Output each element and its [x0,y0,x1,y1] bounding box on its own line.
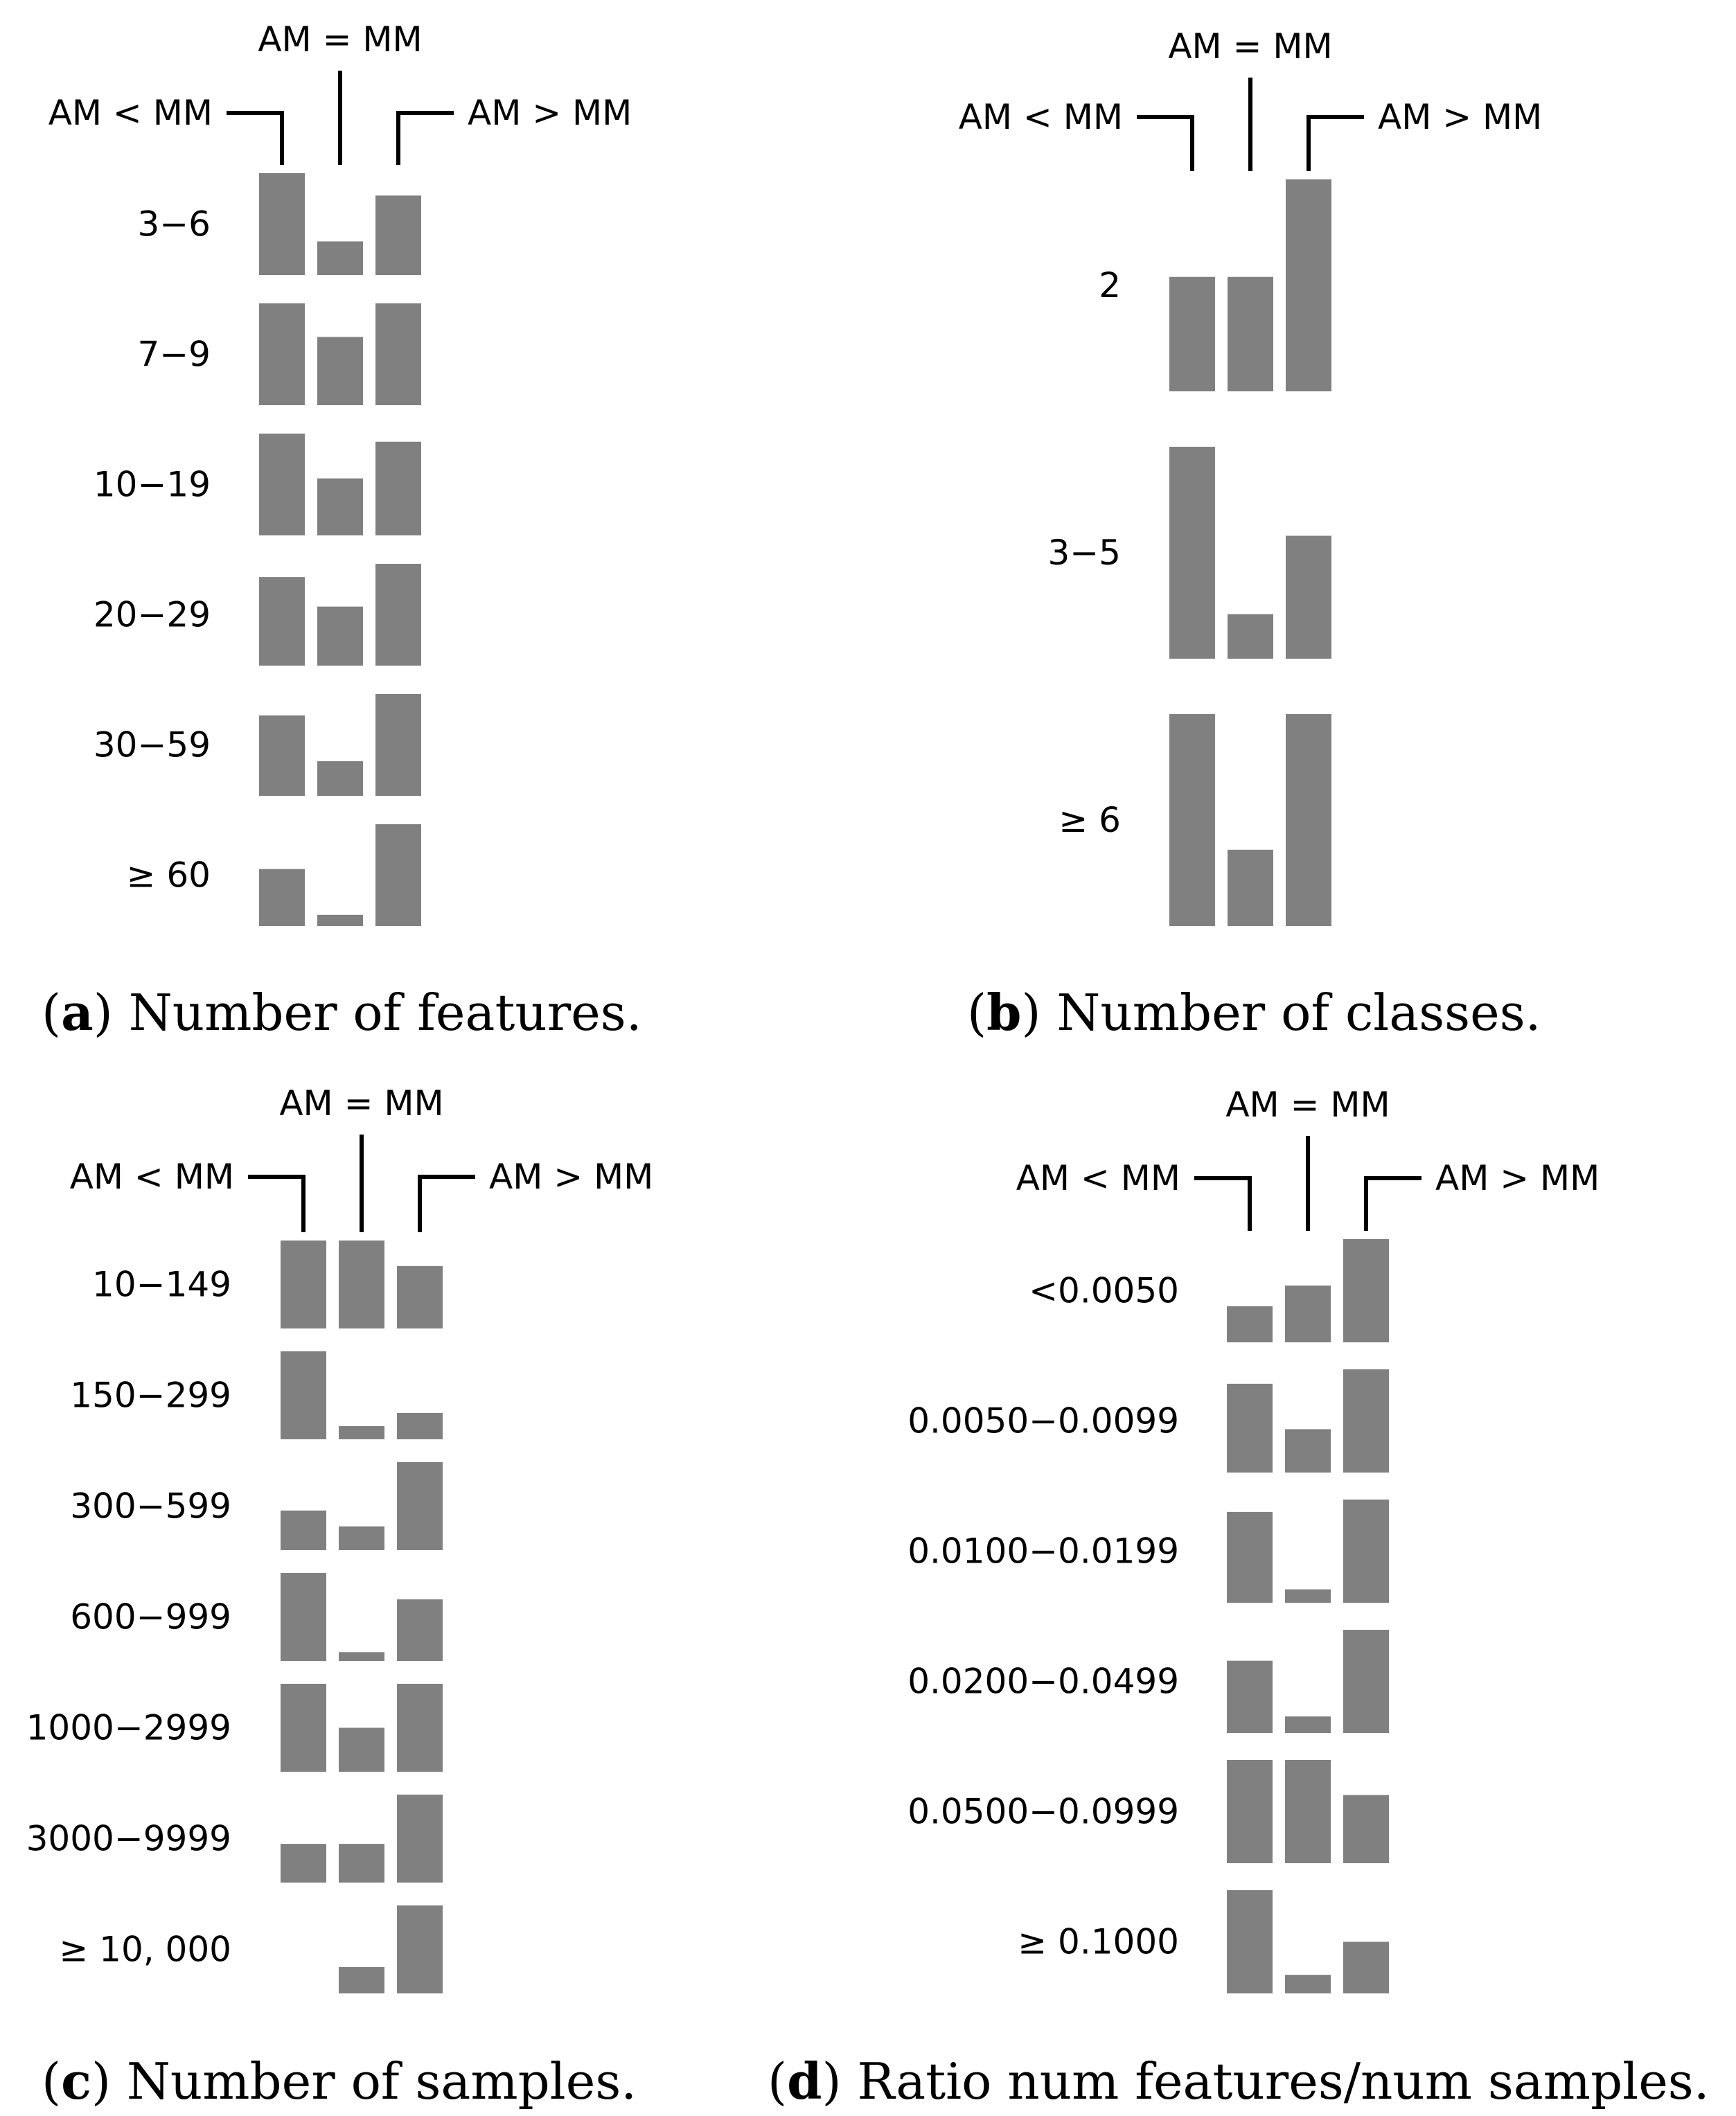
bar [339,1527,384,1550]
category-label: 0.0500−0.0999 [907,1791,1179,1832]
category-label: 600−999 [70,1597,231,1637]
bar [317,479,363,535]
header-am-gt-mm: AM > MM [489,1157,654,1197]
category-group [907,1369,1389,1473]
panel-caption: (c) Number of samples. [42,2052,637,2110]
header-am-lt-mm: AM < MM [958,97,1123,137]
category-label: 30−59 [93,724,211,765]
bar [1227,1760,1273,1863]
bar [339,1426,384,1439]
bar [1285,1716,1331,1733]
category-group [907,1760,1389,1863]
bar [375,694,421,796]
panel-caption: (d) Ratio num features/num samples. [768,2052,1710,2110]
bar [1227,1890,1273,1993]
category-group [94,434,421,535]
bar [1228,277,1273,391]
header-am-gt-mm: AM > MM [1378,97,1543,137]
bar [1227,1306,1273,1342]
bar [1343,1500,1389,1603]
category-label: 300−599 [70,1486,231,1527]
header-am-eq-mm: AM = MM [1225,1085,1390,1125]
bar [259,577,305,666]
bracket-am-gt-mm [398,113,454,165]
category-label: ≥ 6 [1059,800,1121,840]
panel-caption: (b) Number of classes. [967,983,1541,1042]
bar [1227,1384,1273,1473]
bar [1286,179,1331,391]
header-am-gt-mm: AM > MM [1435,1158,1600,1198]
header-am-lt-mm: AM < MM [69,1157,234,1197]
category-label: 10−149 [92,1264,231,1305]
category-label: 3−5 [1047,533,1121,573]
bracket-am-lt-mm [227,113,282,165]
header-am-gt-mm: AM > MM [468,93,632,133]
bar [397,1684,443,1772]
bar [1286,536,1331,659]
bar [1228,850,1273,926]
bar [1286,714,1331,926]
category-label: ≥ 10, 000 [59,1929,231,1970]
bar [339,1652,384,1661]
bar [397,1266,443,1328]
bar [1343,1239,1389,1342]
category-group [59,1905,443,1993]
bracket-am-lt-mm [248,1177,303,1232]
bar [259,715,305,796]
bar [375,824,421,926]
header-am-eq-mm: AM = MM [279,1083,444,1123]
bar [281,1684,326,1772]
category-group [907,1500,1389,1603]
bar [397,1905,443,1993]
category-group [70,1351,443,1439]
bar [375,195,421,275]
category-group [1099,179,1331,391]
bracket-am-lt-mm [1194,1178,1250,1231]
bar [259,303,305,405]
category-group [1018,1890,1389,1993]
category-label: 0.0100−0.0199 [907,1531,1179,1572]
bar [397,1462,443,1550]
category-label: 150−299 [70,1375,231,1416]
category-label: 2 [1099,265,1121,305]
bar [281,1511,326,1550]
category-group [907,1630,1389,1733]
bar [1285,1975,1331,1993]
category-group [127,824,421,926]
category-label: ≥ 0.1000 [1018,1921,1179,1962]
bar [1285,1760,1331,1863]
header-am-lt-mm: AM < MM [1016,1158,1180,1198]
category-group [92,1241,443,1328]
bar [317,761,363,796]
bar [1285,1590,1331,1603]
category-label: ≥ 60 [126,855,211,896]
bar [259,434,305,535]
bar [339,1728,384,1772]
bar [317,241,363,275]
category-group [1029,1239,1389,1342]
panel-caption: (a) Number of features. [42,983,642,1042]
category-label: 0.0050−0.0099 [907,1401,1179,1441]
panel-b [959,26,1543,1042]
category-label: 7−9 [137,334,211,375]
category-label: 0.0200−0.0499 [907,1661,1179,1702]
panel-a [42,19,642,1042]
category-label: <0.0050 [1029,1270,1179,1311]
bar [397,1599,443,1661]
bar [339,1241,384,1328]
bar [375,442,421,535]
bar [317,607,363,666]
category-group [70,1573,443,1661]
category-group [94,694,421,796]
category-group [1047,447,1331,659]
bar [1285,1429,1331,1473]
bar [317,915,363,926]
header-am-eq-mm: AM = MM [258,19,423,60]
bracket-am-gt-mm [1366,1178,1421,1231]
category-label: 20−29 [93,594,211,635]
bracket-am-lt-mm [1137,117,1192,171]
bar [281,1844,326,1883]
bracket-am-gt-mm [420,1177,475,1232]
category-group [94,564,421,666]
bar [281,1573,326,1661]
bar [397,1795,443,1883]
bar [1343,1630,1389,1733]
category-group [137,173,421,275]
header-am-lt-mm: AM < MM [48,93,213,133]
bar [281,1241,326,1328]
bar [1169,714,1215,926]
header-am-eq-mm: AM = MM [1168,26,1333,66]
bar [1343,1795,1389,1863]
bar [339,1967,384,1993]
category-label: 1000−2999 [26,1707,231,1748]
bar [317,337,363,405]
category-group [26,1684,443,1772]
bar [1169,447,1215,659]
bar [1228,614,1273,659]
category-group [137,303,421,405]
bar [1343,1942,1389,1994]
category-group [70,1462,443,1550]
category-group [26,1795,443,1883]
category-group [1059,714,1331,926]
bar [375,303,421,405]
bar [375,564,421,666]
category-label: 3000−9999 [26,1818,231,1859]
bar [281,1351,326,1439]
panel-c [26,1083,654,2110]
bar [1285,1286,1331,1342]
bar [1227,1512,1273,1603]
bracket-am-gt-mm [1309,117,1364,171]
panel-d [768,1085,1710,2110]
bar [339,1844,384,1883]
bar [1227,1661,1273,1733]
bar [1343,1369,1389,1473]
bar [397,1413,443,1439]
category-label: 10−19 [93,464,211,505]
bar [259,173,305,275]
bar [259,869,305,926]
bar [1169,277,1215,391]
category-label: 3−6 [137,204,211,245]
